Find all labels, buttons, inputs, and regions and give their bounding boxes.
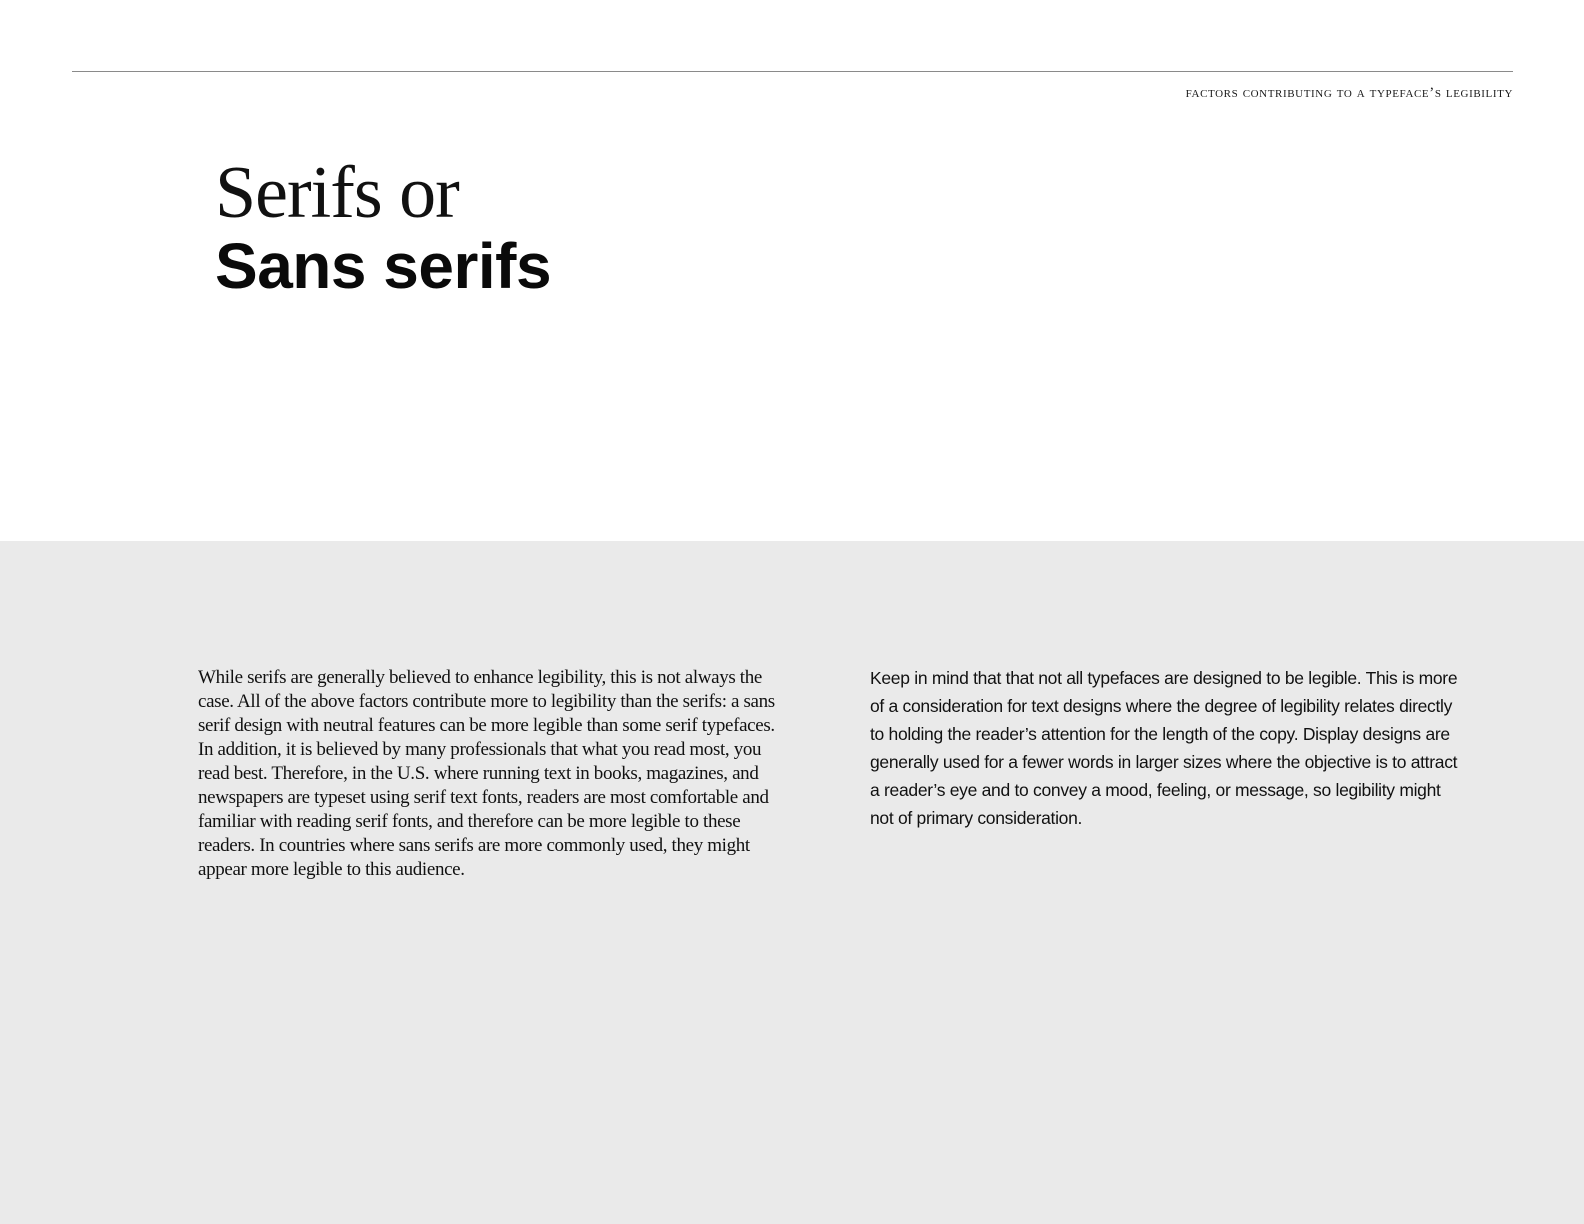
body-panel	[0, 541, 1584, 1224]
title-sans-line: Sans serifs	[215, 230, 552, 302]
title-serif-line: Serifs or	[215, 152, 459, 234]
running-header: factors contributing to a typeface’s legibility	[1185, 85, 1513, 101]
serif-paragraph: While serifs are generally believed to enhance legibility, this is not always the case. All of the above factors contribute more to legibility than the serifs: a sans serif design with neutral features can be more legible than some serif typefaces. In addition, it is believed by many professionals that what you read most, you read best. Therefore, in the U.S. where running text in books, magazines, and newspapers are typeset using serif text fonts, readers are most comfortable and familiar with reading serif fonts, and therefore can be more legible to these readers. In countries where sans serifs are more commonly used, they might appear more legible to this audience.	[198, 667, 775, 880]
title-section	[0, 0, 1584, 541]
page-title	[215, 152, 552, 302]
header-rule	[72, 71, 1513, 72]
sans-paragraph: Keep in mind that that not all typefaces are designed to be legible. This is more of a consideration for text designs where the degree of legibility relates directly to holding the reader’s attention for the length of the copy. Display designs are generally used for a fewer words in larger sizes where the objective is to attract a reader’s eye and to convey a mood, feeling, or message, so legibility might not of primary consideration.	[870, 668, 1458, 828]
